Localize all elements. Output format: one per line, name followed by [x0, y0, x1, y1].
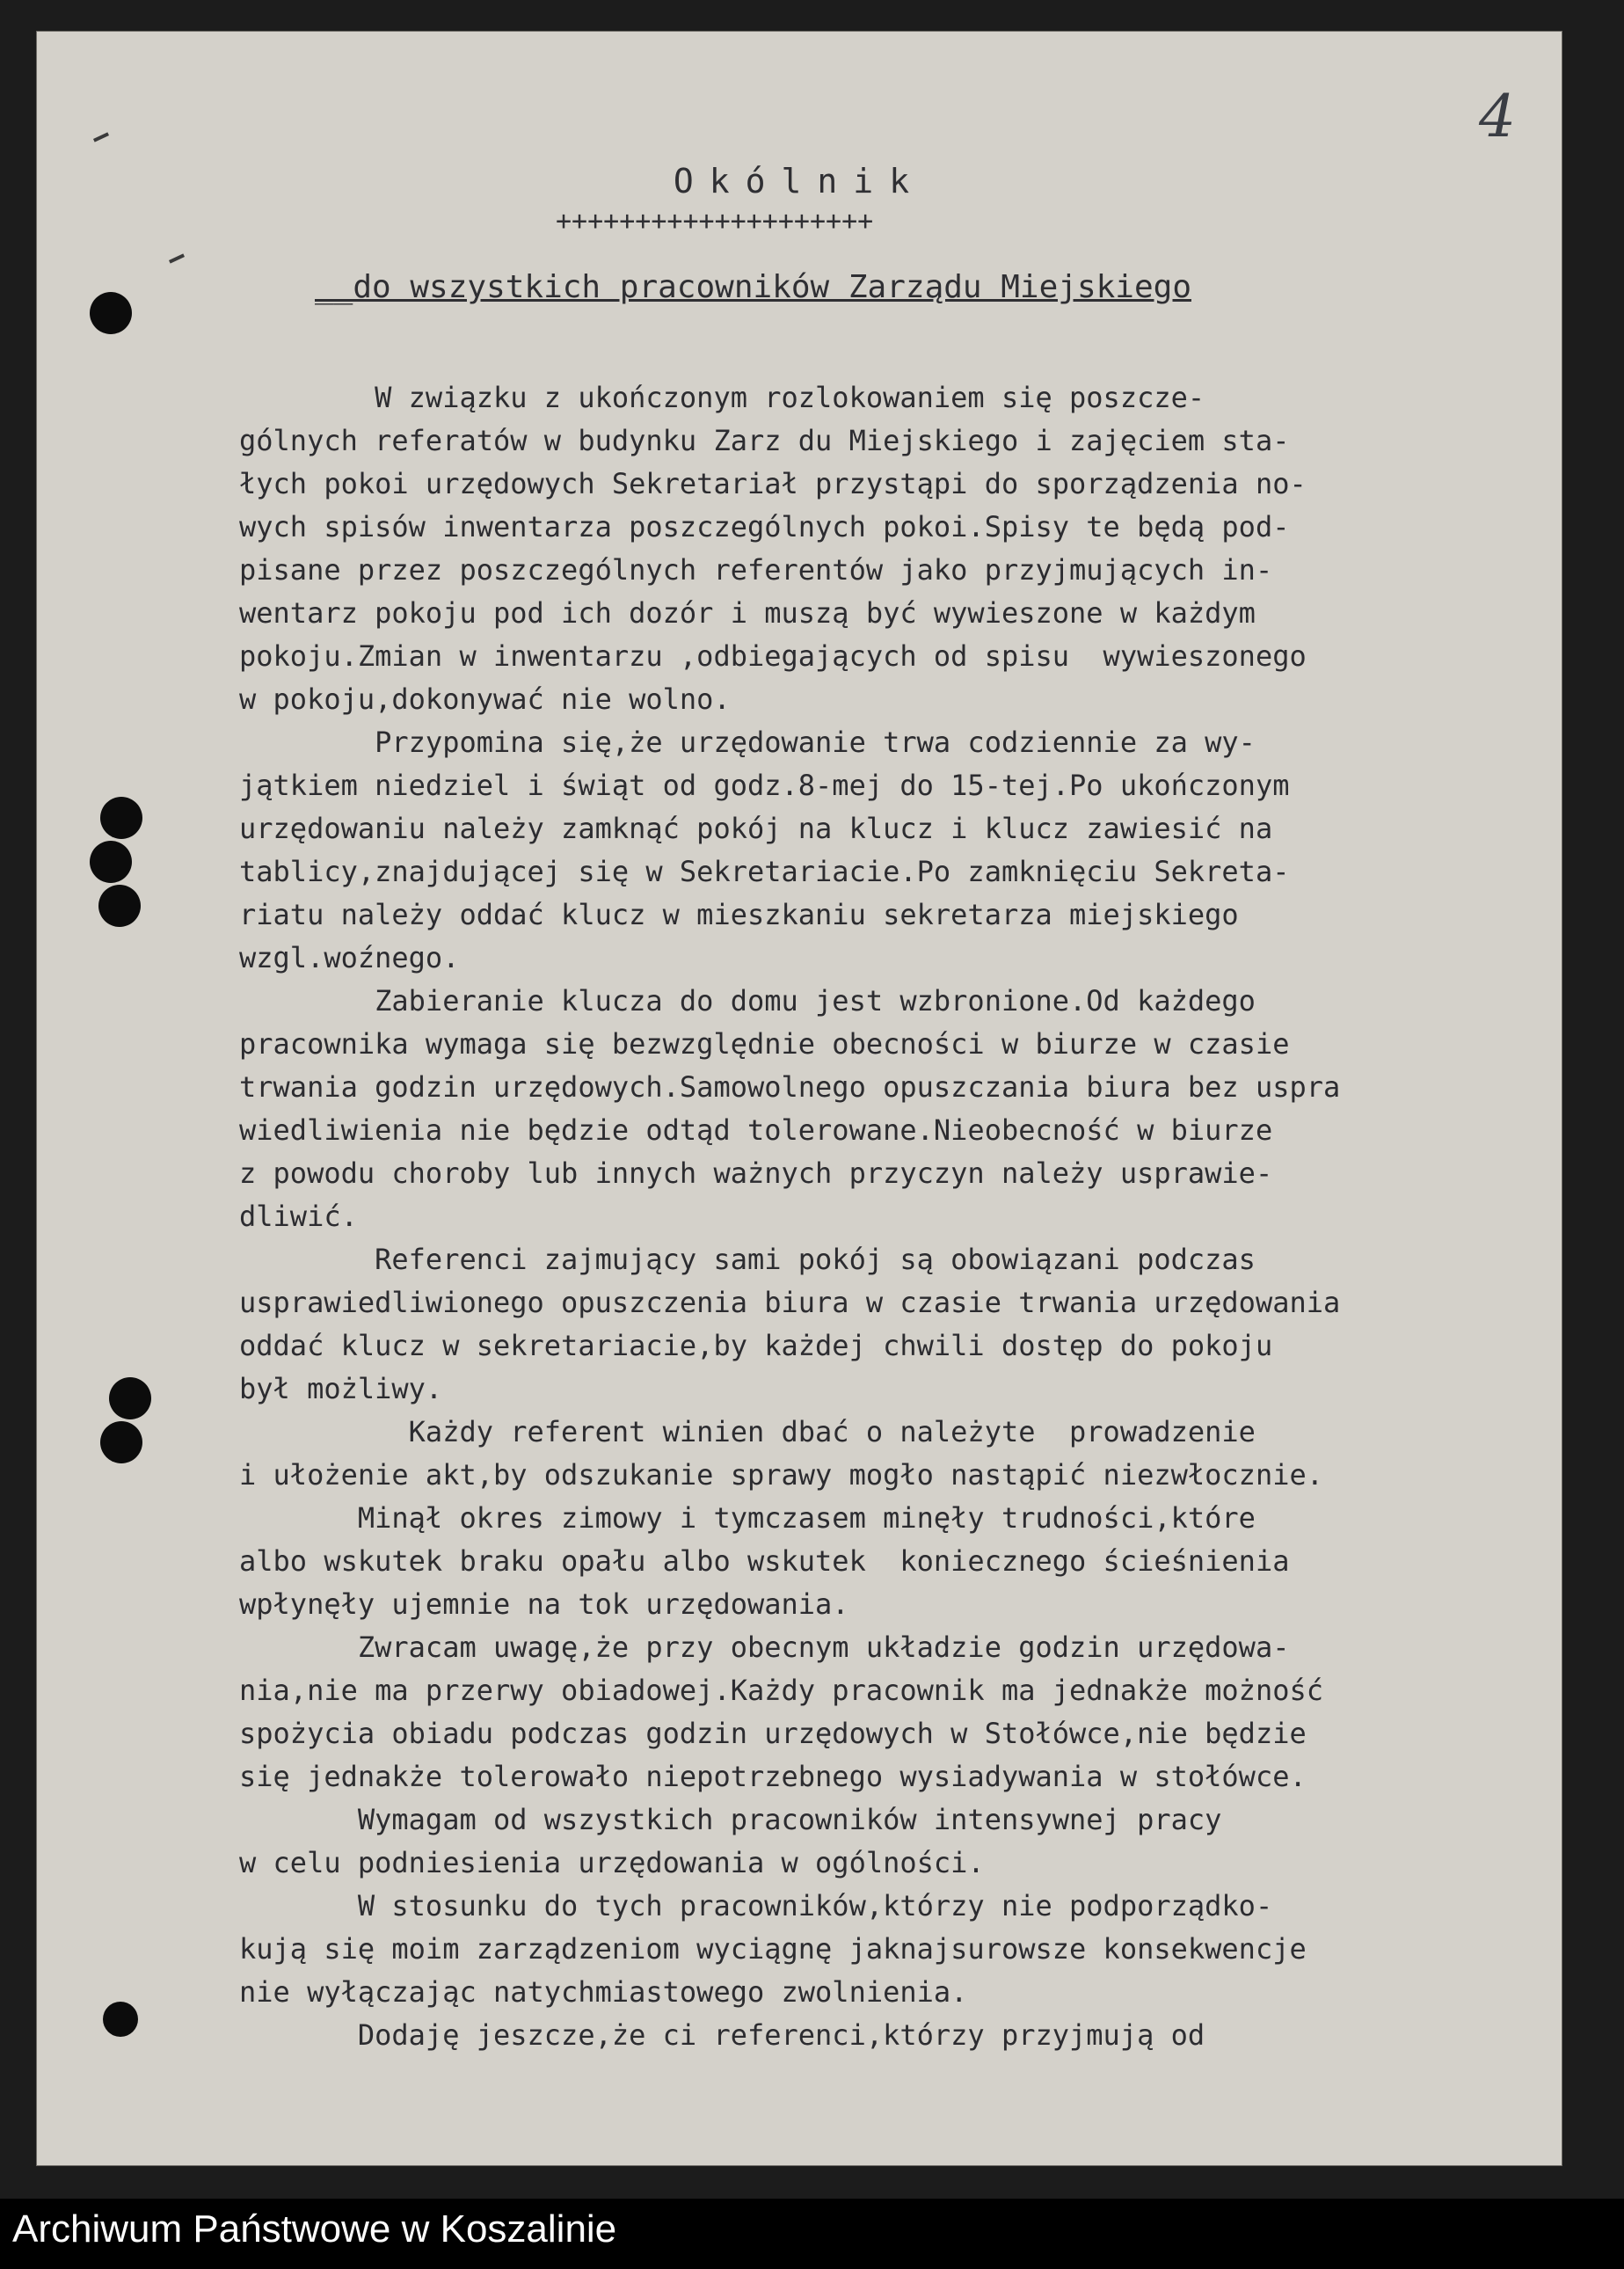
document-line: oddać klucz w sekretariacie,by każdej chwili dostęp do pokoju — [239, 1329, 1273, 1362]
margin-mark — [93, 132, 109, 142]
document-body — [239, 376, 1576, 2057]
document-line: Dodaję jeszcze,że ci referenci,którzy przyjmują od — [239, 2018, 1205, 2052]
document-line: W stosunku do tych pracowników,którzy nie podporządko- — [239, 1889, 1273, 1922]
document-line: się jednakże tolerowało niepotrzebnego wysiadywania w stołówce. — [239, 1760, 1307, 1793]
document-line: w pokoju,dokonywać nie wolno. — [239, 682, 731, 716]
punch-hole — [109, 1377, 151, 1419]
document-line: wiedliwienia nie będzie odtąd tolerowane.Nieobecność w biurze — [239, 1113, 1273, 1147]
document-line: Minął okres zimowy i tymczasem minęły trudności,które — [239, 1501, 1256, 1535]
handwritten-page-number: 4 — [1479, 83, 1516, 150]
document-line: wych spisów inwentarza poszczególnych pokoi.Spisy te będą pod- — [239, 510, 1290, 544]
document-subtitle: __do wszystkich pracowników Zarządu Miejskiego — [315, 269, 1191, 305]
document-line: usprawiedliwionego opuszczenia biura w czasie trwania urzędowania — [239, 1286, 1341, 1319]
punch-hole — [103, 2002, 138, 2037]
document-line: gólnych referatów w budynku Zarz du Miejskiego i zajęciem sta- — [239, 424, 1290, 457]
document-line: nie wyłączając natychmiastowego zwolnienia. — [239, 1975, 968, 2009]
punch-hole — [98, 885, 141, 927]
document-line: jątkiem niedziel i świąt od godz.8-mej do 15-tej.Po ukończonym — [239, 769, 1290, 802]
document-line: pokoju.Zmian w inwentarzu ,odbiegających od spisu wywieszonego — [239, 639, 1307, 673]
document-line: nia,nie ma przerwy obiadowej.Każdy pracownik ma jednakże możność — [239, 1674, 1323, 1707]
document-line: trwania godzin urzędowych.Samowolnego opuszczania biura bez uspra — [239, 1070, 1341, 1104]
document-line: z powodu choroby lub innych ważnych przyczyn należy usprawie- — [239, 1156, 1273, 1190]
document-line: W związku z ukończonym rozlokowaniem się poszcze- — [239, 381, 1205, 414]
title-underline-rule: ++++++++++++++++++++ — [556, 206, 874, 237]
document-line: tablicy,znajdującej się w Sekretariacie.Po zamknięciu Sekreta- — [239, 855, 1290, 888]
punch-hole — [100, 1421, 142, 1463]
document-line: riatu należy oddać klucz w mieszkaniu sekretarza miejskiego — [239, 898, 1239, 931]
document-line: pisane przez poszczególnych referentów jako przyjmujących in- — [239, 553, 1273, 587]
document-line: albo wskutek braku opału albo wskutek koniecznego ścieśnienia — [239, 1544, 1290, 1578]
document-line: był możliwy. — [239, 1372, 443, 1405]
document-line: wentarz pokoju pod ich dozór i muszą być wywieszone w każdym — [239, 596, 1256, 630]
punch-hole — [100, 797, 142, 839]
punch-hole — [90, 841, 132, 883]
document-line: Każdy referent winien dbać o należyte prowadzenie — [239, 1415, 1256, 1448]
document-line: Zabieranie klucza do domu jest wzbronione.Od każdego — [239, 984, 1256, 1018]
document-line: urzędowaniu należy zamknąć pokój na klucz i klucz zawiesić na — [239, 812, 1273, 845]
punch-hole — [90, 292, 132, 334]
document-line: Zwracam uwagę,że przy obecnym układzie godzin urzędowa- — [239, 1631, 1290, 1664]
document-line: Wymagam od wszystkich pracowników intensywnej pracy — [239, 1803, 1222, 1836]
document-line: dliwić. — [239, 1200, 358, 1233]
document-line: łych pokoi urzędowych Sekretariał przystąpi do sporządzenia no- — [239, 467, 1307, 500]
document-line: spożycia obiadu podczas godzin urzędowych w Stołówce,nie będzie — [239, 1717, 1307, 1750]
document-line: pracownika wymaga się bezwzględnie obecności w biurze w czasie — [239, 1027, 1290, 1061]
document-title: Okólnik — [673, 162, 926, 201]
document-line: i ułożenie akt,by odszukanie sprawy mogło nastąpić niezwłocznie. — [239, 1458, 1323, 1492]
document-line: Przypomina się,że urzędowanie trwa codziennie za wy- — [239, 726, 1256, 759]
document-line: w celu podniesienia urzędowania w ogólności. — [239, 1846, 985, 1879]
archive-caption: Archiwum Państwowe w Koszalinie — [12, 2207, 617, 2251]
document-line: Referenci zajmujący sami pokój są obowiązani podczas — [239, 1243, 1256, 1276]
margin-mark — [169, 253, 185, 263]
document-line: kują się moim zarządzeniom wyciągnę jaknajsurowsze konsekwencje — [239, 1932, 1307, 1966]
document-line: wpłynęły ujemnie na tok urzędowania. — [239, 1587, 849, 1621]
document-line: wzgl.woźnego. — [239, 941, 460, 974]
document-sheet — [37, 32, 1562, 2165]
